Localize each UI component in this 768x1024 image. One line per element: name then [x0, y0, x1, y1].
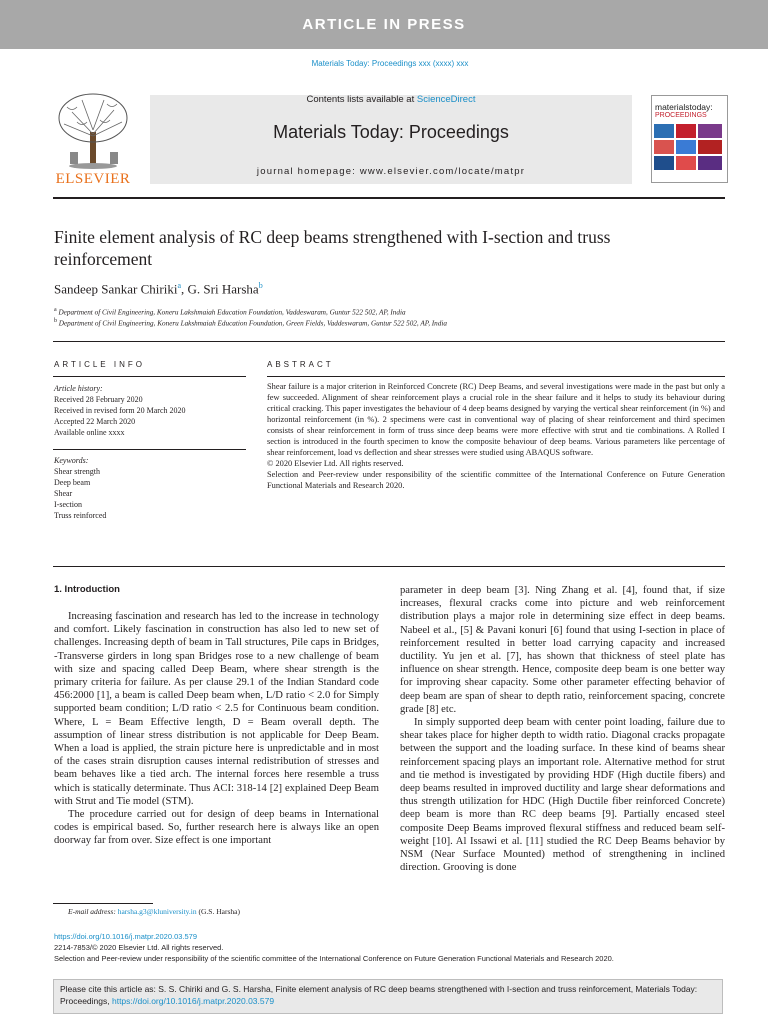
keywords: Keywords: Shear strength Deep beam Shear I-section Truss reinforced	[54, 455, 254, 521]
selection-footnote: Selection and Peer-review under responsibility of the scientific committee of the International Conference on Future Generation Functional Materials and Research 2020.	[54, 954, 614, 963]
intro-left-column	[54, 610, 379, 848]
authors	[54, 281, 263, 297]
article-history: Article history: Received 28 February 2020 Received in revised form 20 March 2020 Accepted 22 March 2020 Available online xxxx	[54, 384, 186, 437]
author-2-affil[interactable]: b	[258, 281, 263, 290]
cite-this-article-box: Please cite this article as: S. S. Chiriki and G. S. Harsha, Finite element analysis of RC deep beams strengthened with I-section and truss reinforcement, Materials Today: Proceedings, https://doi.org/10.1016/j.matpr.2020.03.579	[53, 979, 723, 1014]
affiliation-rule	[53, 341, 725, 342]
author-2[interactable]: , G. Sri Harsha	[181, 281, 259, 297]
article-info-heading: ARTICLE INFO	[54, 360, 145, 369]
affiliation-b: $^b$ Department of Civil Engineering, Koneru Lakshmaiah Education Foundation, Green Fields, Vaddeswaram, Guntur 522 502, AP, India	[54, 318, 447, 328]
author-1-affil[interactable]: a	[177, 281, 182, 290]
cover-brand: materialstoday:	[655, 102, 713, 112]
doi-link[interactable]: https://doi.org/10.1016/j.matpr.2020.03.579	[54, 932, 198, 941]
keyword: Shear strength	[54, 467, 100, 476]
contents-line: Contents lists available at ScienceDirect	[306, 94, 476, 105]
cite-doi-link[interactable]: https://doi.org/10.1016/j.matpr.2020.03.579	[111, 996, 275, 1006]
journal-homepage[interactable]: journal homepage: www.elsevier.com/locate/matpr	[256, 166, 526, 177]
author-1[interactable]: Sandeep Sankar Chiriki	[54, 281, 178, 297]
elsevier-wordmark: ELSEVIER	[55, 171, 131, 187]
email-link[interactable]: harsha.g3@kluniversity.in	[117, 907, 197, 916]
intro-paragraph-4: In simply supported deep beam with center point loading, failure due to shear takes place for higher depth to width ratio. Diagonal cracks propagate between the support and the loading surface. In these kind of beams shear reinforcement spacing plays an important role. Alternative method for strut and tie method is investigated by providing HDF (High ductile fibers) and deep beams resulted in improved ductility and large shear deformations and thus strength utilization for HDC (High Ductile fiber reinforced Concrete) deep beam is more than RC deep beams [9]. Partially encased steel composite Deep Beams improved flexural stiffness and reduced beam self-weight [10]. Al Issawi et al. [11] studied the RC Deep Beams behavior by NSM (Near Surface Mounted) method of strengthening in inclined direction. Grooving is done	[400, 717, 725, 874]
article-info-rule	[53, 376, 246, 377]
keyword: I-section	[54, 500, 82, 509]
journal-name: Materials Today: Proceedings	[273, 122, 509, 142]
article-title: Finite element analysis of RC deep beams strengthened with I-section and truss reinforcement	[54, 227, 611, 269]
intro-heading: 1. Introduction	[54, 584, 120, 595]
affiliation-a: $^a$ Department of Civil Engineering, Koneru Lakshmaiah Education Foundation, Vaddeswaram, Guntur 522 502, AP, India	[54, 307, 406, 317]
email-footnote: E-mail address: harsha.g3@kluniversity.in (G.S. Harsha)	[68, 907, 240, 916]
keyword: Truss reinforced	[54, 511, 107, 520]
journal-citation-link[interactable]: Materials Today: Proceedings xxx (xxxx) xxx	[311, 59, 469, 68]
cover-sub: PROCEEDINGS	[655, 112, 707, 119]
intro-paragraph-2: The procedure carried out for design of deep beams in International codes is empirical based. So, further research here is always like an open doorway far from over. Size effect is one important	[54, 809, 379, 847]
article-in-press-banner: ARTICLE IN PRESS	[0, 0, 768, 49]
intro-paragraph-1: Increasing fascination and research has led to the increase in technology and comfort. Likely fascination in construction has also led to new set of challenges. Increasing depth of beam in Tall structures, Pile caps in Bridges, -Transverse girders in long span Bridges rose to a new challenge of beam with size and spacing called Deep Beam, where shear strength is the primary criteria for failure. As per clause 29.1 of the Indian Standard code 456:2000 [1], a beam is called Deep beam when, L/D ratio < 2.0 for Simply supported beam condition; L/D ratio < 2.5 for Continuous beam condition. Where, L = Beam Effective length, D = Beam overall depth. The assumption of linear stress distribution is not applicable for Deep Beam. When a load is applied, the strain picture here is unpredictable and in most of the cases strain disruption causes internal redistribution of stresses and beam behaves like a tied arch. The internal forces here resemble a truss which is statically determinate. Thus ACI: 318-14 [2] explained Deep Beam with Strut and Tie model (STM).	[54, 611, 379, 807]
elsevier-logo[interactable]	[52, 92, 134, 187]
elsevier-tree-icon	[52, 92, 134, 170]
footnote-rule	[53, 903, 153, 904]
issn-line: 2214-7853/© 2020 Elsevier Ltd. All rights reserved.	[54, 943, 224, 952]
header-rule	[53, 197, 725, 199]
keyword: Shear	[54, 489, 73, 498]
keywords-rule	[53, 449, 246, 450]
intro-paragraph-3: parameter in deep beam [3]. Ning Zhang et al. [4], found that, if size increases, flexural cracks come into picture and web reinforcement distribution plays a major role in determining size effect in deep beams. Nabeel et al., [5] & Pavani konuri [6] found that using I-section in place of reinforcement resulted in better load carrying capacity and increased ductility. Yu jen et al. [7], has shown that thickness of steel plate has influence on shear strength. Hence, composite deep beam is one better way for improving shear capacity. Some other parameter effecting behavior of deep beam are span of shear to depth ratio, reinforcement spacing, concrete grade [8] etc.	[400, 585, 725, 715]
keyword: Deep beam	[54, 478, 91, 487]
journal-cover-image[interactable]	[651, 95, 728, 183]
abstract-body: Shear failure is a major criterion in Reinforced Concrete (RC) Deep Beams, and several investigations were made in the past but only a few succeeded. Alignment of shear reinforcement plays a crucial role in the shear failure and it helps to study its behaviour during critical cracking. This paper investigates the behaviour of 4 deep beams designed by varying the vertical shear reinforcement (in %) and horizontal reinforcement (in %). 2 specimens were cast in conventional way of placing of shear reinforcement and third specimen consists of shear reinforcement in form of truss since deep beams were more effective with strut and tie combinations. A Rolled I section is introduced in the fourth specimen to know the composite behaviour of deep beams. Various parameters like percentage of shear reinforcement, load vs deflection and shear stresses were studied using ABAQUS software. © 2020 Elsevier Ltd. All rights reserved. Selection and Peer-review under responsibility of the scientific committee of the International Conference on Future Generation Functional Materials and Research 2020.	[267, 382, 725, 490]
abstract-end-rule	[53, 566, 725, 567]
abstract-heading: ABSTRACT	[267, 360, 334, 369]
abstract-rule	[267, 376, 725, 377]
intro-right-column	[400, 584, 725, 874]
sciencedirect-link[interactable]: ScienceDirect	[416, 94, 476, 105]
cover-mosaic-icon	[652, 122, 725, 174]
